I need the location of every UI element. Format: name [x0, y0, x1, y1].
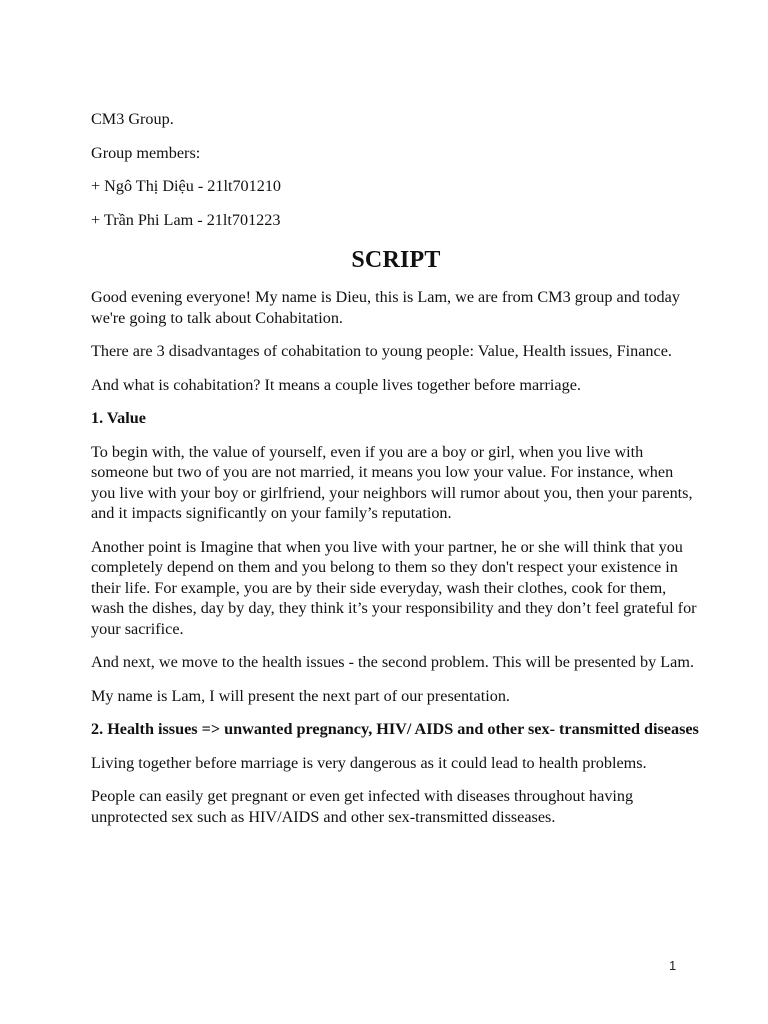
- member-line: + Ngô Thị Diệu - 21lt701210: [91, 177, 282, 195]
- lam-intro-paragraph: My name is Lam, I will present the next part of our presentation.: [91, 686, 510, 705]
- transition-paragraph: And next, we move to the health issues - the second problem. This will be presented by Lam.: [91, 653, 694, 671]
- health-heading: 2. Health issues => unwanted pregnancy, HIV/ AIDS and other sex- transmitted diseases: [91, 720, 699, 738]
- document-title: SCRIPT: [351, 247, 441, 273]
- health-paragraph-2: People can easily get pregnant or even get infected with diseases throughout having unprotected sex such as HIV/AIDS and other sex-transmitted disseases.: [91, 787, 634, 826]
- document-content: [91, 109, 701, 840]
- definition-paragraph: And what is cohabitation? It means a couple lives together before marriage.: [91, 375, 581, 394]
- value-paragraph-2: Another point is Imagine that when you live with your partner, he or she will think that you completely depend on them and you belong to them so they don't respect your existence in their life. For example, you are by their side everyday, wash their clothes, cook for them, wash the dishes, day by day, they think it’s your responsibility and they don’t feel grateful for your sacrifice.: [91, 537, 697, 638]
- disadvantages-paragraph: There are 3 disadvantages of cohabitation to young people: Value, Health issues, Finance.: [91, 342, 672, 360]
- health-paragraph-1: Living together before marriage is very dangerous as it could lead to health problems.: [91, 753, 647, 772]
- group-members-label: Group members:: [91, 143, 201, 162]
- value-heading: 1. Value: [91, 409, 146, 427]
- intro-paragraph: Good evening everyone! My name is Dieu, this is Lam, we are from CM3 group and today we're going to talk about Cohabitation.: [91, 288, 680, 327]
- value-paragraph-1: To begin with, the value of yourself, even if you are a boy or girl, when you live with someone but two of you are not married, it means you low your value. For instance, when you live with your boy or girlfriend, your neighbors will rumor about you, then your parents, and it impacts significantly on your family’s reputation.: [91, 442, 693, 522]
- member-line: + Trần Phi Lam - 21lt701223: [91, 210, 281, 229]
- group-line: CM3 Group.: [91, 110, 174, 128]
- page-number: 1: [669, 958, 677, 973]
